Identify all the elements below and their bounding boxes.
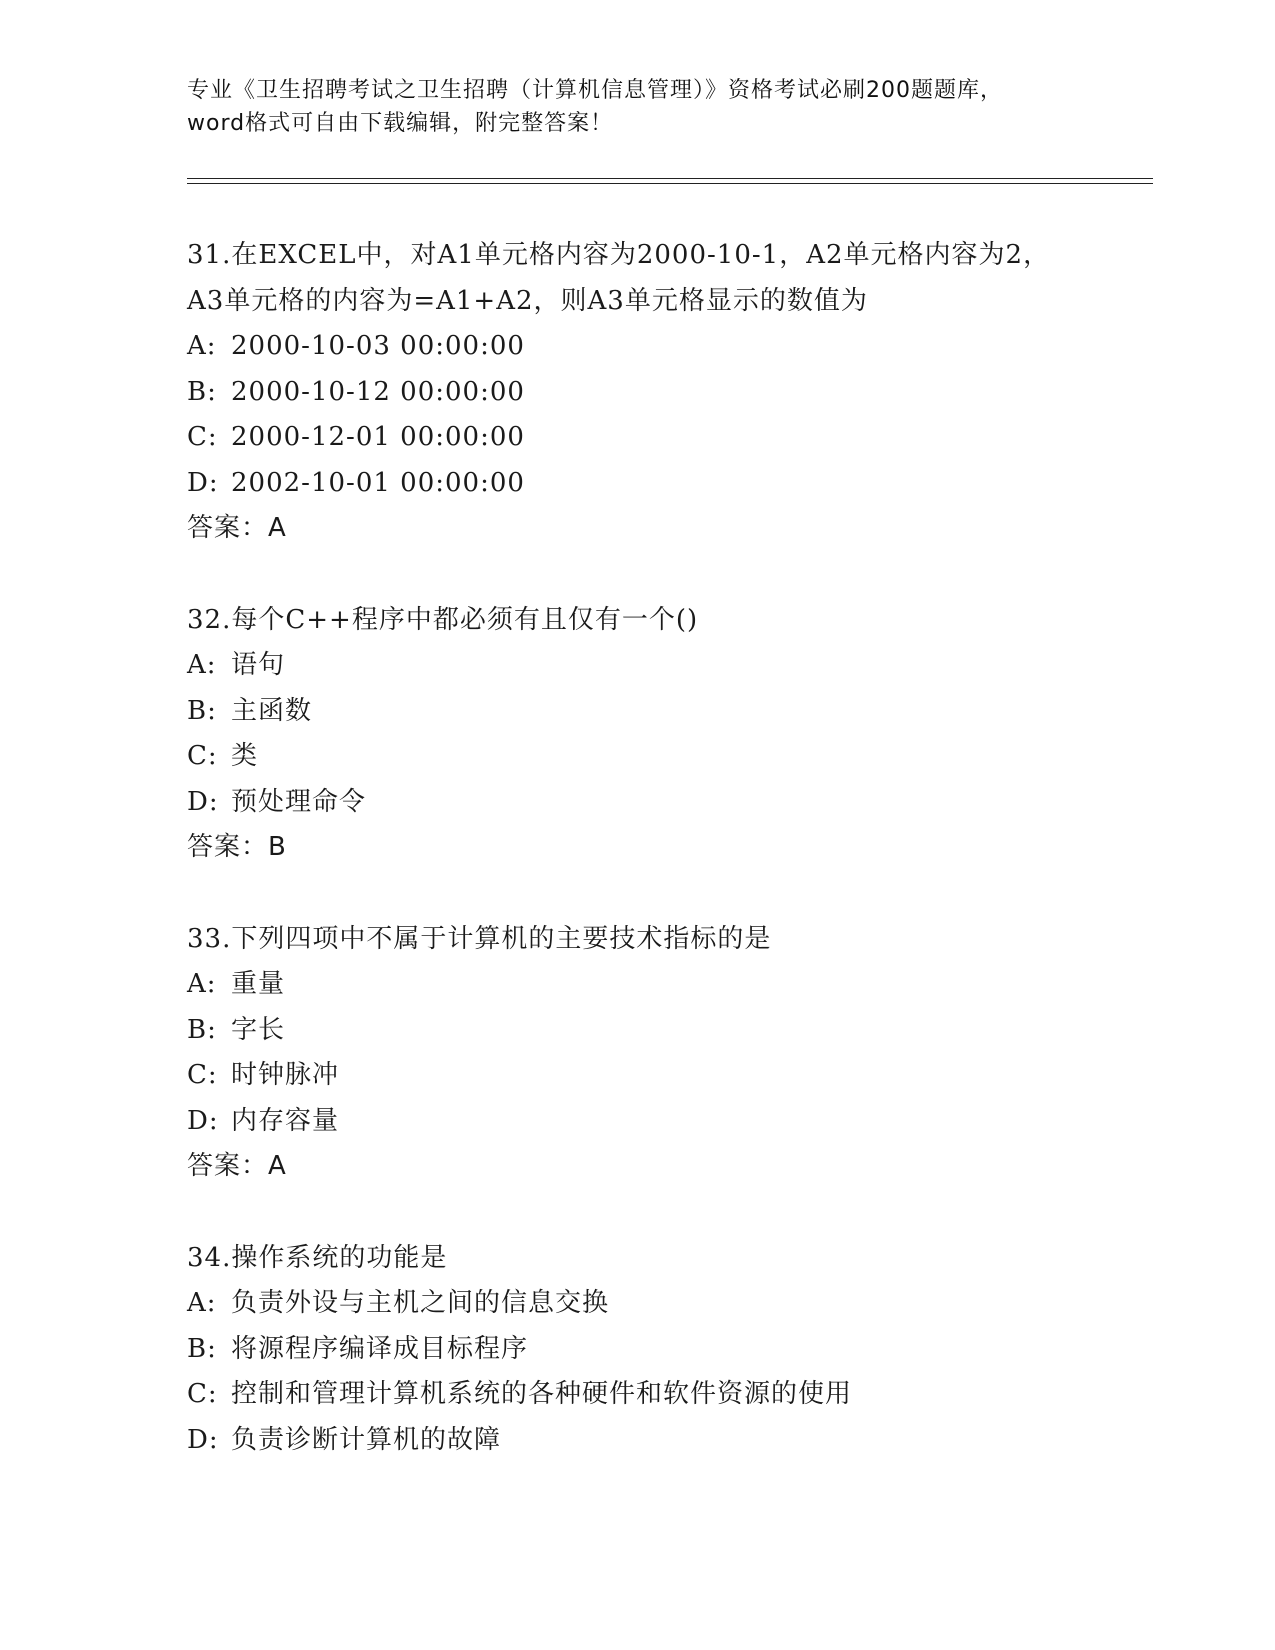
option-letter: B: xyxy=(187,1014,217,1045)
option-letter: A: xyxy=(187,969,217,999)
header-divider-top xyxy=(187,178,1153,179)
option-text: 预处理命令 xyxy=(231,786,367,817)
option-text: 重量 xyxy=(231,969,286,999)
option-letter: C: xyxy=(187,1060,218,1090)
answer-option xyxy=(187,1053,1153,1099)
option-text: 主函数 xyxy=(231,695,313,726)
option-letter: B: xyxy=(187,376,217,407)
option-letter: A: xyxy=(187,650,217,680)
option-letter: D: xyxy=(187,1424,219,1455)
answer-option xyxy=(187,1372,1153,1418)
option-letter: D: xyxy=(187,1105,219,1136)
option-letter: C: xyxy=(187,422,218,452)
option-text: 字长 xyxy=(231,1014,286,1045)
answer-key: 答案：A xyxy=(187,1151,287,1181)
option-text: 类 xyxy=(231,741,259,771)
option-text: 2000-10-03 00:00:00 xyxy=(231,331,525,361)
document-header xyxy=(187,74,1087,140)
option-text: 将源程序编译成目标程序 xyxy=(231,1333,529,1364)
option-text: 2000-12-01 00:00:00 xyxy=(231,422,525,452)
option-letter: D: xyxy=(187,467,219,498)
answer-option xyxy=(187,962,1153,1008)
option-letter: C: xyxy=(187,1379,218,1409)
answer-option xyxy=(187,461,1153,507)
question-stem: 32.每个C++程序中都必须有且仅有一个() xyxy=(187,604,699,635)
header-title-line-1: 专业《卫生招聘考试之卫生招聘（计算机信息管理）》资格考试必刷200题题库， xyxy=(187,78,1003,103)
option-letter: B: xyxy=(187,1333,217,1364)
answer-option xyxy=(187,415,1153,461)
header-divider-bottom xyxy=(187,183,1153,184)
answer-option xyxy=(187,370,1153,416)
question-block xyxy=(187,233,1153,552)
option-text: 内存容量 xyxy=(231,1105,340,1136)
answer-option xyxy=(187,643,1153,689)
option-letter: B: xyxy=(187,695,217,726)
question-stem: A3单元格的内容为=A1+A2，则A3单元格显示的数值为 xyxy=(187,285,868,316)
question-stem: 31.在EXCEL中，对A1单元格内容为2000-10-1，A2单元格内容为2， xyxy=(187,240,1051,270)
option-letter: C: xyxy=(187,741,218,771)
answer-option xyxy=(187,1418,1153,1464)
option-text: 控制和管理计算机系统的各种硬件和软件资源的使用 xyxy=(231,1379,853,1409)
answer-option xyxy=(187,1327,1153,1373)
answer-key: 答案：B xyxy=(187,832,287,862)
option-text: 负责诊断计算机的故障 xyxy=(231,1424,502,1455)
question-list xyxy=(187,233,1153,1509)
answer-option xyxy=(187,734,1153,780)
question-block xyxy=(187,598,1153,871)
question-stem: 33.下列四项中不属于计算机的主要技术指标的是 xyxy=(187,923,772,954)
answer-option xyxy=(187,1099,1153,1145)
question-stem: 34.操作系统的功能是 xyxy=(187,1242,448,1273)
option-letter: D: xyxy=(187,786,219,817)
answer-option xyxy=(187,689,1153,735)
option-text: 语句 xyxy=(231,650,286,680)
header-title-line-2: word格式可自由下载编辑，附完整答案！ xyxy=(187,111,614,136)
option-letter: A: xyxy=(187,1288,217,1318)
option-text: 负责外设与主机之间的信息交换 xyxy=(231,1288,610,1318)
question-block xyxy=(187,1236,1153,1464)
option-text: 2002-10-01 00:00:00 xyxy=(231,467,525,498)
answer-option xyxy=(187,1008,1153,1054)
answer-option xyxy=(187,1281,1153,1327)
option-text: 时钟脉冲 xyxy=(231,1060,340,1090)
answer-key: 答案：A xyxy=(187,513,287,543)
question-block xyxy=(187,917,1153,1190)
option-letter: A: xyxy=(187,331,217,361)
option-text: 2000-10-12 00:00:00 xyxy=(231,376,525,407)
answer-option xyxy=(187,324,1153,370)
answer-option xyxy=(187,780,1153,826)
